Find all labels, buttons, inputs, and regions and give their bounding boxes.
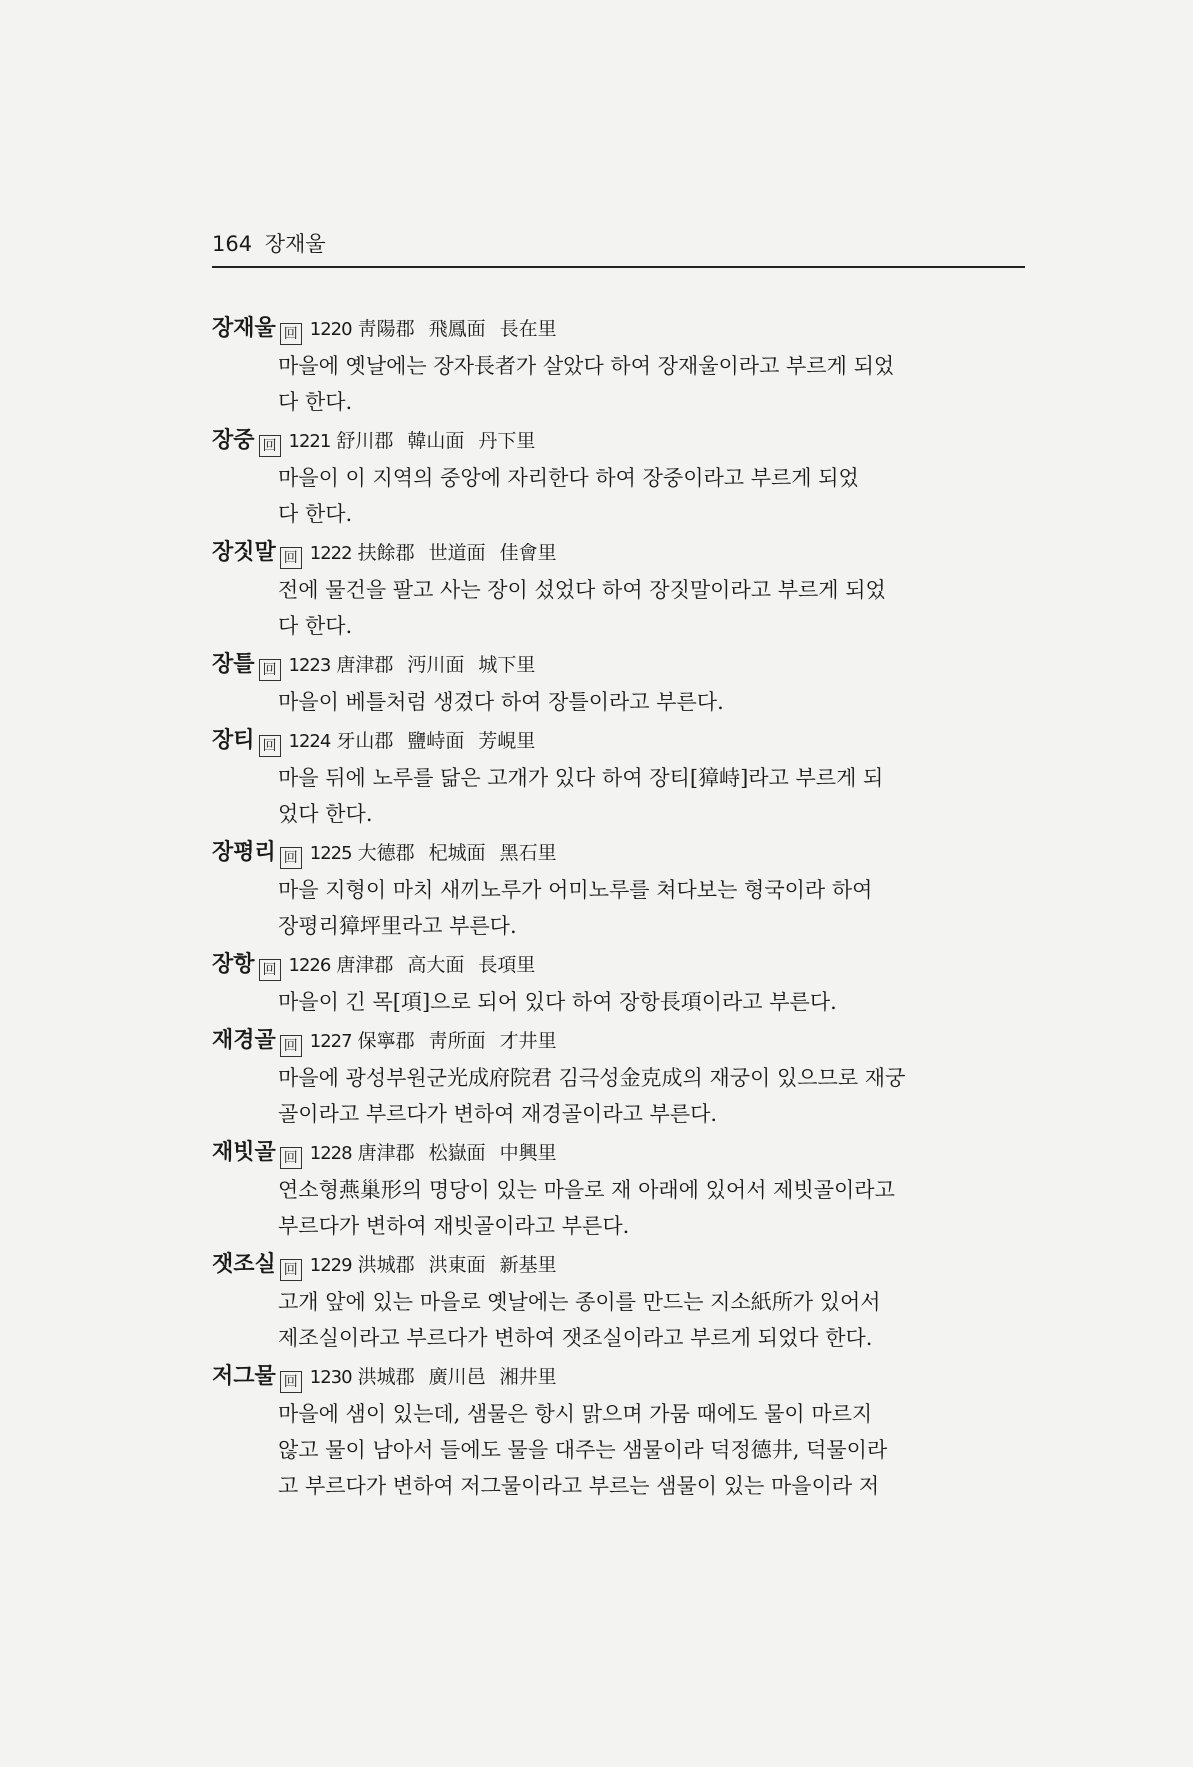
description-line: 다 한다. <box>278 390 353 414</box>
headword: 장중 <box>212 427 255 453</box>
village-mark-icon: 回 <box>280 323 302 345</box>
entry-description <box>278 1284 1028 1356</box>
headword: 장짓말 <box>212 539 276 565</box>
entry <box>212 310 1032 420</box>
entry-headline <box>212 646 1032 684</box>
entry-headline <box>212 722 1032 760</box>
headword: 재경골 <box>212 1027 276 1053</box>
myeon-name: 靑所面 <box>428 1030 486 1052</box>
entry-description <box>278 1060 1028 1132</box>
entry-headline <box>212 1358 1032 1396</box>
ri-name: 丹下里 <box>478 430 536 452</box>
description-line: 연소형燕巢形의 명당이 있는 마을로 재 아래에 있어서 제빗골이라고 <box>278 1178 895 1202</box>
myeon-name: 鹽峙面 <box>407 730 465 752</box>
entry-description <box>278 572 1028 644</box>
entry-headline <box>212 946 1032 984</box>
description-line: 마을 뒤에 노루를 닮은 고개가 있다 하여 장티[獐峙]라고 부르게 되 <box>278 766 884 790</box>
myeon-name: 飛鳳面 <box>428 318 486 340</box>
entry <box>212 722 1032 832</box>
description-line: 마을에 옛날에는 장자長者가 살았다 하여 장재울이라고 부르게 되었 <box>278 354 895 378</box>
entry-number: 1224 <box>288 731 331 752</box>
description-line: 마을이 이 지역의 중앙에 자리한다 하여 장중이라고 부르게 되었 <box>278 466 859 490</box>
entry-description <box>278 984 1028 1020</box>
village-mark-icon: 回 <box>280 1371 302 1393</box>
entry-number: 1227 <box>309 1031 352 1052</box>
entry-description <box>278 760 1028 832</box>
description-line: 제조실이라고 부르다가 변하여 잿조실이라고 부르게 되었다 한다. <box>278 1326 873 1350</box>
description-line: 마을이 베틀처럼 생겼다 하여 장틀이라고 부른다. <box>278 690 724 714</box>
description-line: 부르다가 변하여 재빗골이라고 부른다. <box>278 1214 630 1238</box>
entry-description <box>278 348 1028 420</box>
headword: 재빗골 <box>212 1139 276 1165</box>
entry-number: 1230 <box>309 1367 352 1388</box>
entry-list <box>212 310 1032 1506</box>
entry <box>212 1246 1032 1356</box>
entry-number: 1222 <box>309 543 352 564</box>
entry-headline <box>212 1246 1032 1284</box>
county-name: 唐津郡 <box>336 654 394 676</box>
entry-headline <box>212 1022 1032 1060</box>
description-line: 고 부르다가 변하여 저그물이라고 부르는 샘물이 있는 마을이라 저 <box>278 1474 880 1498</box>
page-number: 164 <box>212 232 253 256</box>
county-name: 舒川郡 <box>336 430 394 452</box>
myeon-name: 松嶽面 <box>428 1142 486 1164</box>
running-head <box>212 228 1025 268</box>
village-mark-icon: 回 <box>280 847 302 869</box>
description-line: 장평리獐坪里라고 부른다. <box>278 914 517 938</box>
entry-number: 1225 <box>309 843 352 864</box>
headword: 장평리 <box>212 839 276 865</box>
village-mark-icon: 回 <box>259 735 281 757</box>
myeon-name: 廣川邑 <box>428 1366 486 1388</box>
description-line: 마을이 긴 목[項]으로 되어 있다 하여 장항長項이라고 부른다. <box>278 990 837 1014</box>
entry-headline <box>212 534 1032 572</box>
entry <box>212 422 1032 532</box>
village-mark-icon: 回 <box>280 1147 302 1169</box>
entry-description <box>278 872 1028 944</box>
ri-name: 長在里 <box>499 318 557 340</box>
ri-name: 佳會里 <box>499 542 557 564</box>
village-mark-icon: 回 <box>259 435 281 457</box>
description-line: 다 한다. <box>278 614 353 638</box>
county-name: 唐津郡 <box>357 1142 415 1164</box>
description-line: 마을에 샘이 있는데, 샘물은 항시 맑으며 가뭄 때에도 물이 마르지 <box>278 1402 873 1426</box>
entry-number: 1228 <box>309 1143 352 1164</box>
entry-number: 1226 <box>288 955 331 976</box>
entry-description <box>278 460 1028 532</box>
description-line: 고개 앞에 있는 마을로 옛날에는 종이를 만드는 지소紙所가 있어서 <box>278 1290 881 1314</box>
entry-number: 1223 <box>288 655 331 676</box>
headword: 장티 <box>212 727 255 753</box>
entry-description <box>278 684 1028 720</box>
village-mark-icon: 回 <box>280 1035 302 1057</box>
description-line: 골이라고 부르다가 변하여 재경골이라고 부른다. <box>278 1102 718 1126</box>
entry <box>212 1022 1032 1132</box>
entry-number: 1220 <box>309 319 352 340</box>
village-mark-icon: 回 <box>280 1259 302 1281</box>
county-name: 扶餘郡 <box>357 542 415 564</box>
entry-number: 1229 <box>309 1255 352 1276</box>
headword: 장재울 <box>212 315 276 341</box>
entry <box>212 646 1032 720</box>
description-line: 마을 지형이 마치 새끼노루가 어미노루를 쳐다보는 형국이라 하여 <box>278 878 873 902</box>
village-mark-icon: 回 <box>259 959 281 981</box>
description-line: 않고 물이 남아서 들에도 물을 대주는 샘물이라 덕정德井, 덕물이라 <box>278 1438 888 1462</box>
myeon-name: 高大面 <box>407 954 465 976</box>
ri-name: 新基里 <box>499 1254 557 1276</box>
entry <box>212 834 1032 944</box>
county-name: 洪城郡 <box>357 1254 415 1276</box>
entry-description <box>278 1396 1028 1504</box>
county-name: 唐津郡 <box>336 954 394 976</box>
entry-headline <box>212 1134 1032 1172</box>
myeon-name: 韓山面 <box>407 430 465 452</box>
description-line: 었다 한다. <box>278 802 373 826</box>
ri-name: 才井里 <box>499 1030 557 1052</box>
headword: 장항 <box>212 951 255 977</box>
headword: 장틀 <box>212 651 255 677</box>
ri-name: 長項里 <box>478 954 536 976</box>
entry <box>212 534 1032 644</box>
entry-number: 1221 <box>288 431 331 452</box>
ri-name: 芳峴里 <box>478 730 536 752</box>
entry <box>212 946 1032 1020</box>
headword: 잿조실 <box>212 1251 276 1277</box>
village-mark-icon: 回 <box>280 547 302 569</box>
description-line: 다 한다. <box>278 502 353 526</box>
village-mark-icon: 回 <box>259 659 281 681</box>
entry-headline <box>212 834 1032 872</box>
myeon-name: 世道面 <box>428 542 486 564</box>
entry-headline <box>212 310 1032 348</box>
county-name: 靑陽郡 <box>357 318 415 340</box>
ri-name: 城下里 <box>478 654 536 676</box>
headword: 저그물 <box>212 1363 276 1389</box>
ri-name: 黑石里 <box>499 842 557 864</box>
myeon-name: 洪東面 <box>428 1254 486 1276</box>
ri-name: 湘井里 <box>499 1366 557 1388</box>
myeon-name: 沔川面 <box>407 654 465 676</box>
entry-headline <box>212 422 1032 460</box>
running-title: 장재울 <box>264 232 326 256</box>
entry-description <box>278 1172 1028 1244</box>
county-name: 保寧郡 <box>357 1030 415 1052</box>
myeon-name: 杞城面 <box>428 842 486 864</box>
ri-name: 中興里 <box>499 1142 557 1164</box>
entry <box>212 1358 1032 1504</box>
description-line: 마을에 광성부원군光成府院君 김극성金克成의 재궁이 있으므로 재궁 <box>278 1066 906 1090</box>
county-name: 牙山郡 <box>336 730 394 752</box>
entry <box>212 1134 1032 1244</box>
county-name: 大德郡 <box>357 842 415 864</box>
description-line: 전에 물건을 팔고 사는 장이 섰었다 하여 장짓말이라고 부르게 되었 <box>278 578 886 602</box>
county-name: 洪城郡 <box>357 1366 415 1388</box>
